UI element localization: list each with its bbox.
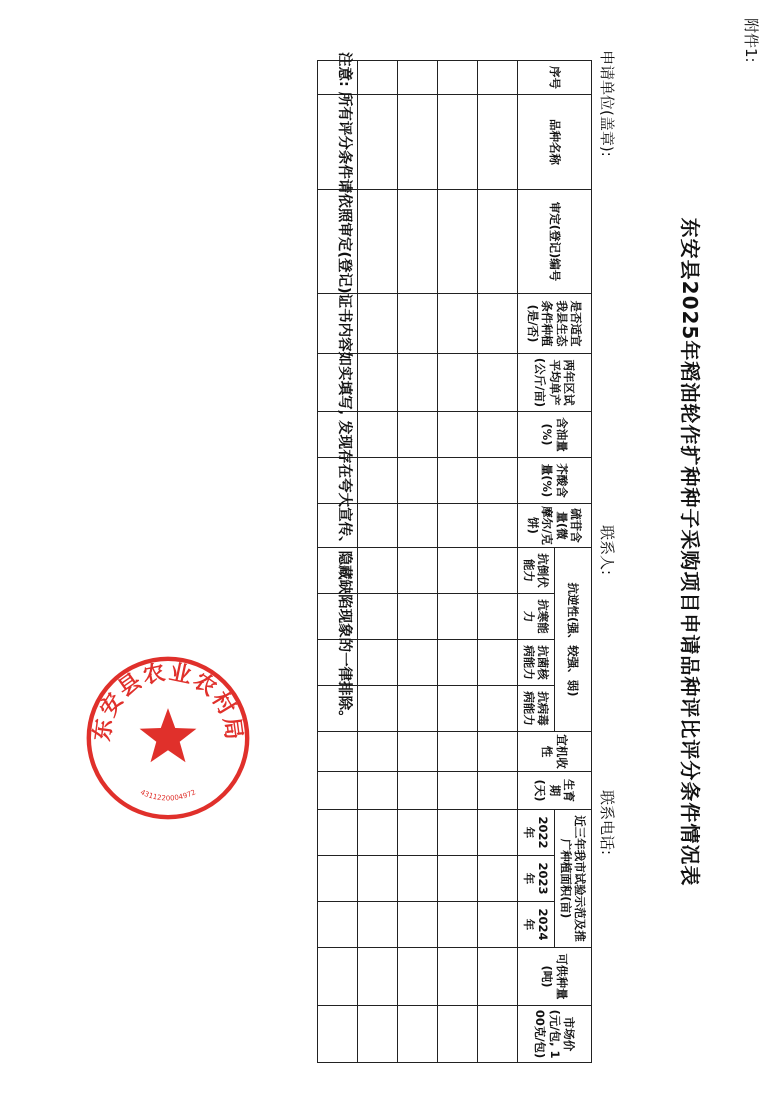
table-cell[interactable] (438, 732, 478, 772)
table-cell[interactable] (438, 810, 478, 856)
table-cell[interactable] (438, 856, 478, 902)
table-cell[interactable] (318, 902, 358, 948)
subheader-year-2024: 2024年 (518, 902, 555, 948)
table-cell[interactable] (398, 856, 438, 902)
table-cell[interactable] (358, 732, 398, 772)
table-cell[interactable] (478, 504, 518, 548)
document-title: 东安县2025年稻油轮作扩种种子采购项目申请品种评比评分条件情况表 (678, 217, 702, 887)
table-cell[interactable] (318, 1006, 358, 1063)
table-cell[interactable] (398, 594, 438, 640)
phone-label: 联系电话: (598, 790, 616, 856)
table-cell[interactable] (358, 61, 398, 95)
header-suitability: 是否适宜我县生态条件种植(是/否) (518, 294, 592, 354)
attachment-label: 附件1: (742, 18, 760, 63)
table-cell[interactable] (358, 948, 398, 1006)
table-cell[interactable] (318, 948, 358, 1006)
evaluation-table (317, 60, 592, 1063)
table-row (398, 61, 438, 1063)
table-cell[interactable] (358, 640, 398, 686)
note-text: 注意: 所有评分条件请依照审定(登记)证书内容如实填写, 发现存在夸大宣传、隐藏缺陷现象的一律排除。 (336, 52, 352, 725)
subheader-sclerotinia: 抗菌核病能力 (518, 640, 555, 686)
table-cell[interactable] (318, 856, 358, 902)
table-row (438, 61, 478, 1063)
table-cell[interactable] (358, 1006, 398, 1063)
table-cell[interactable] (478, 548, 518, 594)
header-index: 序号 (518, 61, 592, 95)
table-cell[interactable] (398, 810, 438, 856)
header-glucosinolate: 硫苷含量(微摩尔/克饼) (518, 504, 592, 548)
header-row (555, 61, 592, 1063)
table-cell[interactable] (398, 640, 438, 686)
seal-star-icon (140, 708, 197, 762)
table-cell[interactable] (438, 412, 478, 458)
seal-text: 东安县农业农村局 (90, 660, 246, 743)
table-cell[interactable] (478, 772, 518, 810)
table-cell[interactable] (438, 686, 478, 732)
table-cell[interactable] (478, 1006, 518, 1063)
table-cell[interactable] (358, 412, 398, 458)
table-cell[interactable] (318, 810, 358, 856)
table-cell[interactable] (358, 548, 398, 594)
table-cell[interactable] (398, 95, 438, 190)
table-cell[interactable] (478, 95, 518, 190)
subheader-lodging: 抗倒伏能力 (518, 548, 555, 594)
subheader-virus: 抗病毒病能力 (518, 686, 555, 732)
table-cell[interactable] (358, 504, 398, 548)
table-cell[interactable] (358, 294, 398, 354)
table-cell[interactable] (358, 772, 398, 810)
header-machine-harvest: 宜机收性 (518, 732, 592, 772)
table-cell[interactable] (398, 902, 438, 948)
table-cell[interactable] (438, 354, 478, 412)
table-cell[interactable] (438, 548, 478, 594)
table-cell[interactable] (398, 732, 438, 772)
table-cell[interactable] (438, 902, 478, 948)
table-cell[interactable] (478, 732, 518, 772)
table-cell[interactable] (438, 772, 478, 810)
header-planting-area: 近三年我市试验示范及推广种植面积(亩) (555, 810, 592, 948)
header-supply-quantity: 可供种量(吨) (518, 948, 592, 1006)
table-cell[interactable] (438, 640, 478, 686)
table-cell[interactable] (478, 640, 518, 686)
header-erucic-acid: 芥酸含量(%) (518, 458, 592, 504)
table-cell[interactable] (438, 594, 478, 640)
subheader-year-2023: 2023年 (518, 856, 555, 902)
table-cell[interactable] (358, 190, 398, 294)
table-cell[interactable] (478, 354, 518, 412)
table-cell[interactable] (398, 548, 438, 594)
table-cell[interactable] (398, 772, 438, 810)
table-cell[interactable] (478, 294, 518, 354)
table-cell[interactable] (358, 594, 398, 640)
table-cell[interactable] (438, 458, 478, 504)
table-cell[interactable] (438, 294, 478, 354)
table-cell[interactable] (478, 594, 518, 640)
header-resistance: 抗逆性(强、较强、弱) (555, 548, 592, 732)
table-cell[interactable] (438, 948, 478, 1006)
header-market-price: 市场价(元/包, 100克/包) (518, 1006, 592, 1063)
header-avg-yield: 两年区试平均单产(公斤/亩) (518, 354, 592, 412)
table-cell[interactable] (478, 61, 518, 95)
table-cell[interactable] (398, 504, 438, 548)
table-cell[interactable] (478, 902, 518, 948)
table-cell[interactable] (398, 458, 438, 504)
table-cell[interactable] (478, 856, 518, 902)
table-cell[interactable] (478, 948, 518, 1006)
table-cell[interactable] (398, 1006, 438, 1063)
table-cell[interactable] (438, 95, 478, 190)
official-seal (80, 650, 256, 826)
table-cell[interactable] (478, 190, 518, 294)
table-row (478, 61, 518, 1063)
table-cell[interactable] (398, 190, 438, 294)
contact-label: 联系人: (598, 525, 616, 576)
table-row (358, 61, 398, 1063)
table-cell[interactable] (478, 412, 518, 458)
table-cell[interactable] (358, 686, 398, 732)
table-cell[interactable] (318, 732, 358, 772)
table-cell[interactable] (398, 61, 438, 95)
table-cell[interactable] (398, 948, 438, 1006)
table-cell[interactable] (478, 810, 518, 856)
table-cell[interactable] (358, 354, 398, 412)
header-approval-number: 审定(登记)编号 (518, 190, 592, 294)
subheader-cold: 抗寒能力 (518, 594, 555, 640)
table-cell[interactable] (358, 902, 398, 948)
header-oil-content: 含油量(%) (518, 412, 592, 458)
table-cell[interactable] (358, 458, 398, 504)
table-cell[interactable] (438, 1006, 478, 1063)
table-cell[interactable] (438, 61, 478, 95)
table-cell[interactable] (358, 810, 398, 856)
table-cell[interactable] (398, 412, 438, 458)
table-cell[interactable] (398, 354, 438, 412)
header-variety-name: 品种名称 (518, 95, 592, 190)
header-growth-period: 生育期(天) (518, 772, 592, 810)
table-cell[interactable] (438, 190, 478, 294)
table-cell[interactable] (358, 95, 398, 190)
table-cell[interactable] (478, 686, 518, 732)
table-cell[interactable] (358, 856, 398, 902)
applicant-label: 申请单位(盖章): (598, 50, 616, 157)
table-cell[interactable] (318, 772, 358, 810)
table-cell[interactable] (438, 504, 478, 548)
table-cell[interactable] (398, 686, 438, 732)
table-cell[interactable] (398, 294, 438, 354)
subheader-year-2022: 2022年 (518, 810, 555, 856)
table-cell[interactable] (478, 458, 518, 504)
seal-code: 4311220004972 (138, 787, 198, 803)
